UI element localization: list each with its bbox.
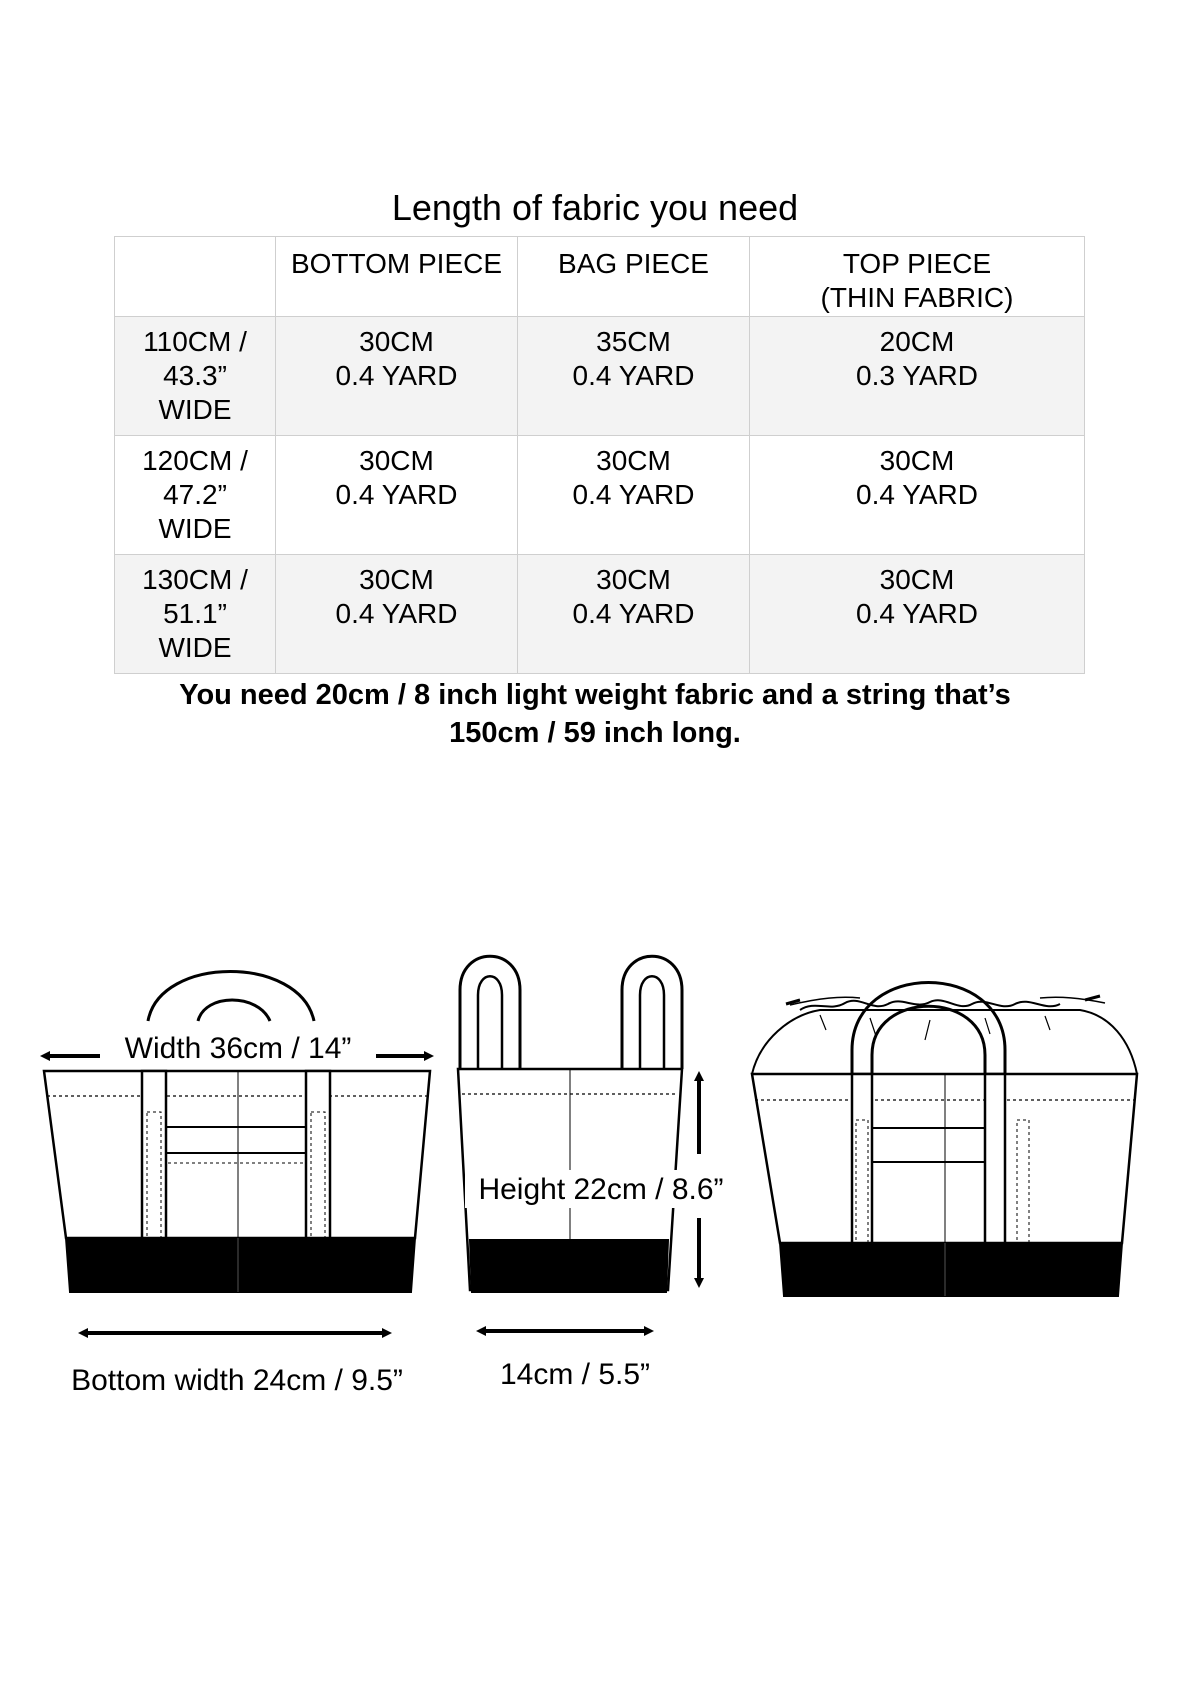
- width-label: Width 36cm / 14”: [124, 1032, 352, 1065]
- cm-value: 30CM: [879, 445, 955, 476]
- cell-bottom-piece: [276, 555, 518, 674]
- cell-bag-piece: [518, 555, 750, 674]
- row-fabric-width: 120CM / 47.2” WIDE: [115, 436, 276, 555]
- bag-dimension-diagram: [0, 940, 1190, 1420]
- cm-value: 30CM: [596, 564, 671, 595]
- materials-note-line-2: 150cm / 59 inch long.: [449, 717, 741, 749]
- cell-top-piece: [750, 317, 1085, 436]
- header-empty: [115, 237, 276, 317]
- yard-value: 0.3 YARD: [856, 360, 978, 391]
- cell-bag-piece: [518, 436, 750, 555]
- cell-bottom-piece: [276, 317, 518, 436]
- yard-value: 0.4 YARD: [572, 598, 695, 629]
- table-row: [115, 555, 1085, 674]
- cell-bag-piece: [518, 317, 750, 436]
- row-fabric-width: 110CM / 43.3” WIDE: [115, 317, 276, 436]
- cell-top-piece: [750, 555, 1085, 674]
- yard-value: 0.4 YARD: [335, 360, 458, 391]
- tote-bag-drawstring-view: [752, 983, 1137, 1297]
- table-row: [115, 436, 1085, 555]
- yard-value: 0.4 YARD: [572, 479, 695, 510]
- header-top-piece: TOP PIECE (THIN FABRIC): [750, 237, 1085, 317]
- materials-note: [0, 676, 1190, 752]
- cm-value: 30CM: [359, 564, 434, 595]
- yard-value: 0.4 YARD: [572, 360, 695, 391]
- height-label: Height 22cm / 8.6”: [478, 1173, 724, 1206]
- cm-value: 30CM: [596, 445, 671, 476]
- page-title: Length of fabric you need: [391, 187, 799, 228]
- yard-value: 0.4 YARD: [335, 479, 458, 510]
- cm-value: 35CM: [596, 326, 671, 357]
- depth-label: 14cm / 5.5”: [499, 1358, 651, 1391]
- tote-bag-front-view: [44, 972, 430, 1293]
- table-header-row: [115, 237, 1085, 317]
- header-bottom-piece: BOTTOM PIECE: [276, 237, 518, 317]
- cell-top-piece: [750, 436, 1085, 555]
- cm-value: 30CM: [359, 326, 434, 357]
- table-row: [115, 317, 1085, 436]
- cm-value: 30CM: [359, 445, 434, 476]
- materials-note-line-1: You need 20cm / 8 inch light weight fabric and a string that’s: [179, 679, 1011, 711]
- yard-value: 0.4 YARD: [856, 598, 978, 629]
- header-bag-piece: BAG PIECE: [518, 237, 750, 317]
- fabric-length-table: [114, 236, 1085, 674]
- cm-value: 20CM: [879, 326, 955, 357]
- yard-value: 0.4 YARD: [856, 479, 978, 510]
- row-fabric-width: 130CM / 51.1” WIDE: [115, 555, 276, 674]
- bottom-width-label: Bottom width 24cm / 9.5”: [71, 1364, 403, 1397]
- tote-bag-side-view: [458, 956, 682, 1292]
- cm-value: 30CM: [879, 564, 955, 595]
- cell-bottom-piece: [276, 436, 518, 555]
- yard-value: 0.4 YARD: [335, 598, 458, 629]
